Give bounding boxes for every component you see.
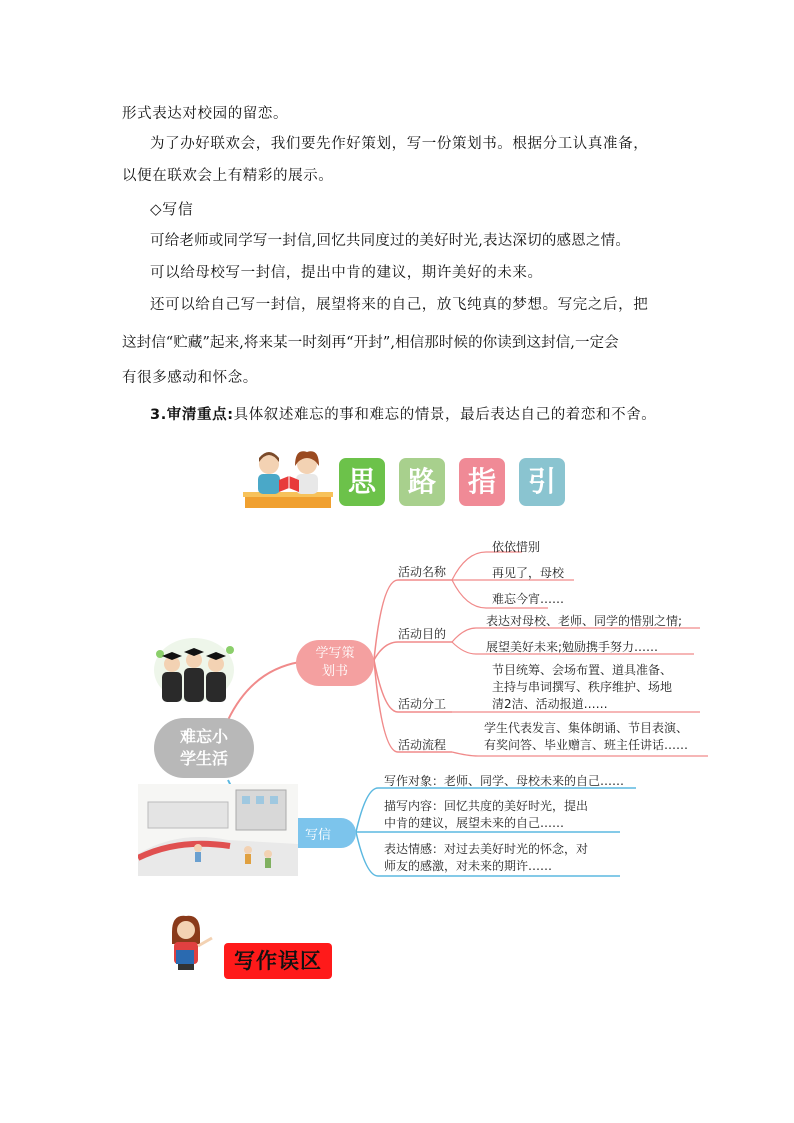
banner-tile-si: 思 xyxy=(339,458,385,506)
banner-tile-yin: 引 xyxy=(519,458,565,506)
key-point-text: 具体叙述难忘的事和难忘的情景，最后表达自己的着恋和不舍。 xyxy=(233,407,657,423)
letter-emotion-line: 表达情感：对过去美好时光的怀念，对 xyxy=(384,842,589,856)
students-reading-illustration xyxy=(243,450,333,510)
activity-division-item: 清2洁、活动报道…… xyxy=(492,697,608,711)
paragraph-line: 可以给母校写一封信，提出中肯的建议，期许美好的未来。 xyxy=(150,265,543,281)
branch-line: 划书 xyxy=(321,664,348,679)
branch-line: 学写策 xyxy=(315,646,355,661)
section-heading: ◇写信 xyxy=(150,200,194,218)
paragraph-line: 有很多感动和怀念。 xyxy=(122,370,258,386)
graduates-illustration xyxy=(150,632,238,704)
paragraph-line: 这封信“贮藏”起来,将来某一时刻再“开封”,相信那时候的你读到这封信,一定会 xyxy=(122,335,619,351)
activity-name-item: 难忘今宵…… xyxy=(492,592,565,606)
activity-name-label: 活动名称 xyxy=(398,565,447,579)
letter-target: 写作对象：老师、同学、母校未来的自己…… xyxy=(384,774,625,788)
activity-division-label: 活动分工 xyxy=(398,697,447,711)
letter-content-line: 中肯的建议，展望未来的自己…… xyxy=(384,816,565,830)
activity-name-item: 再见了，母校 xyxy=(492,566,565,580)
root-line: 学生活 xyxy=(179,749,228,768)
activity-purpose-item: 表达对母校、老师、同学的惜别之情; xyxy=(486,614,683,628)
activity-division-item: 主持与串词撰写、秩序维护、场地 xyxy=(492,680,673,694)
school-playground-illustration xyxy=(138,784,298,876)
activity-purpose-item: 展望美好未来;勉励携手努力…… xyxy=(486,640,659,654)
mindmap-branch-plan xyxy=(296,640,374,686)
paragraph-line: 形式表达对校园的留恋。 xyxy=(122,106,289,122)
paragraph-line: 可给老师或同学写一封信,回忆共同度过的美好时光,表达深切的感恩之情。 xyxy=(150,233,631,249)
banner-tile-zhi: 指 xyxy=(459,458,505,506)
letter-content-line: 描写内容：回忆共度的美好时光，提出 xyxy=(384,799,589,813)
paragraph-line: 为了办好联欢会，我们要先作好策划，写一份策划书。根据分工认真准备， xyxy=(150,136,649,152)
letter-emotion-line: 师友的感激，对未来的期许…… xyxy=(384,859,553,873)
activity-process-item: 学生代表发言、集体朗诵、节目表演、 xyxy=(484,721,689,735)
mindmap-connectors xyxy=(0,530,794,890)
mindmap-root-node xyxy=(154,718,254,778)
paragraph-line: 以便在联欢会上有精彩的展示。 xyxy=(122,168,334,184)
root-line: 难忘小 xyxy=(179,727,228,746)
activity-name-item: 依依惜别 xyxy=(492,540,541,554)
key-point xyxy=(150,405,710,425)
teacher-illustration xyxy=(164,914,214,970)
activity-division-item: 节目统筹、会场布置、道具准备、 xyxy=(492,663,673,677)
writing-pitfalls-label: 写作误区 xyxy=(224,943,332,979)
banner-tile-lu: 路 xyxy=(399,458,445,506)
activity-purpose-label: 活动目的 xyxy=(398,627,447,641)
key-point-label: 3.审清重点: xyxy=(150,407,234,423)
activity-process-item: 有奖问答、毕业赠言、班主任讲话…… xyxy=(484,738,689,752)
paragraph-line: 还可以给自己写一封信，展望将来的自己，放飞纯真的梦想。写完之后，把 xyxy=(150,297,649,313)
activity-process-label: 活动流程 xyxy=(398,738,447,752)
mindmap-branch-letter: 写信 xyxy=(280,818,356,848)
